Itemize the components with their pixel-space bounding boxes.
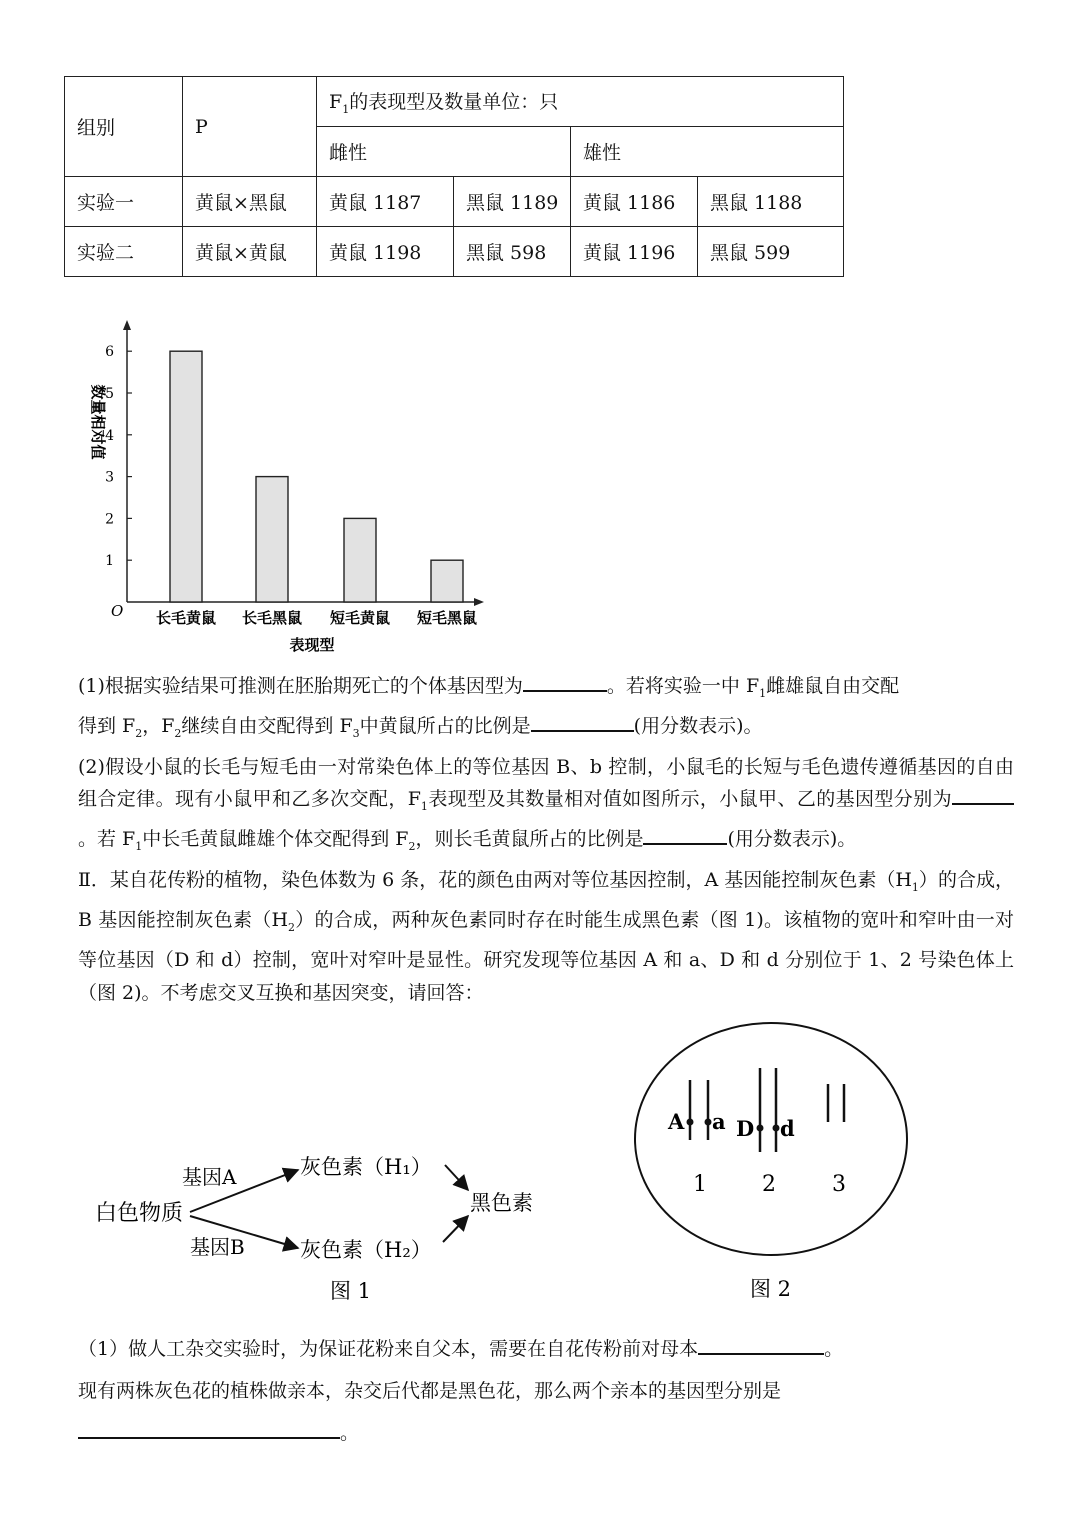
gene-locus xyxy=(773,1125,780,1132)
x-tick-label: 短毛黑鼠 xyxy=(416,609,478,627)
table-row: 实验一 黄鼠×黑鼠 黄鼠 1187 黑鼠 1189 黄鼠 1186 黑鼠 1188 xyxy=(65,177,844,227)
origin-label: O xyxy=(111,602,124,620)
arrow xyxy=(443,1216,468,1242)
chromosome-number-2: 2 xyxy=(762,1172,776,1197)
answer-blank[interactable] xyxy=(643,825,727,845)
bar xyxy=(170,351,202,602)
chromosome-number-3: 3 xyxy=(832,1172,846,1197)
answer-blank[interactable] xyxy=(698,1335,824,1355)
x-axis-label: 表现型 xyxy=(289,636,335,654)
answer-blank[interactable] xyxy=(531,712,634,732)
cell-outline xyxy=(635,1023,907,1255)
allele-d-upper: D xyxy=(736,1116,755,1141)
y-tick-label: 4 xyxy=(105,427,114,444)
gene-locus xyxy=(757,1125,764,1132)
y-tick-label: 3 xyxy=(105,469,114,486)
bar xyxy=(344,518,376,602)
black-pigment-label: 黑色素 xyxy=(470,1191,533,1215)
y-tick-label: 5 xyxy=(105,386,114,402)
gray-pigment-h1-label: 灰色素（H₁） xyxy=(300,1155,432,1179)
figure-1-caption: 图 1 xyxy=(330,1279,372,1303)
header-p: P xyxy=(183,77,317,177)
header-f1: $F_1$的表现型及数量单位：只 xyxy=(317,77,844,127)
figure-2-chromosome-diagram xyxy=(628,1010,918,1310)
answer-blank[interactable] xyxy=(952,785,1014,805)
gene-a-label: 基因A xyxy=(182,1165,237,1189)
figure-2-caption: 图 2 xyxy=(750,1277,792,1301)
allele-a-lower: a xyxy=(712,1109,726,1134)
gene-locus xyxy=(687,1119,694,1126)
allele-d-lower: d xyxy=(780,1116,795,1141)
answer-blank[interactable] xyxy=(523,672,607,692)
chromosome-number-1: 1 xyxy=(693,1172,707,1197)
gray-pigment-h2-label: 灰色素（H₂） xyxy=(300,1238,432,1262)
figure-1-pathway-diagram xyxy=(90,1140,560,1310)
y-tick-label: 1 xyxy=(105,553,114,570)
header-male: 雄性 xyxy=(571,127,844,177)
data-table xyxy=(64,76,844,277)
x-axis-arrow xyxy=(474,598,484,606)
x-tick-label: 短毛黄鼠 xyxy=(329,609,391,627)
arrow xyxy=(445,1165,468,1190)
x-tick-label: 长毛黄鼠 xyxy=(155,609,217,627)
bar xyxy=(256,477,288,602)
table-row: 实验二 黄鼠×黄鼠 黄鼠 1198 黑鼠 598 黄鼠 1196 黑鼠 599 xyxy=(65,227,844,277)
question-block-2: （1）做人工杂交实验时，为保证花粉来自父本，需要在自花传粉前对母本 。 现有两株灰色花的植株做亲本，杂交后代都是黑色花，那么两个亲本的基因型分别是 。 xyxy=(78,1328,1014,1454)
header-group: 组别 xyxy=(65,77,183,177)
white-substance-label: 白色物质 xyxy=(95,1201,184,1226)
x-tick-label: 长毛黑鼠 xyxy=(241,609,303,627)
y-axis-label: 数量相对值 xyxy=(89,384,107,460)
bar-chart xyxy=(70,318,500,658)
header-female: 雌性 xyxy=(317,127,571,177)
bar xyxy=(431,560,463,602)
y-axis-arrow xyxy=(123,320,131,330)
question-block-1: (1)根据实验结果可推测在胚胎期死亡的个体基因型为 。若将实验一中 $F_1$雌雄鼠自由交配 得到 $F_2$，$F_2$继续自由交配得到 $F_3$中黄鼠所占的比例是 (用分数表示)。 (2)假设小鼠的长毛与短毛由一对常染色体上的等位基因 B、b 控制，小鼠毛的长短与毛色遗传遵循基因的自由组合定律。现有小鼠甲和乙多次交配，$F_1$表现型及其数量相对值如图所示，小鼠甲、乙的基因型分别为。若 $F_1$中长毛黄鼠雌雄个体交配得到 $F_2$，则长毛黄鼠所占的比例是 (用分数表示)。 Ⅱ．某自花传粉的植物，染色体数为 6 条，花的颜色由两对等位基因控制，A 基因能控制灰色素$(H_1)$的合成，B 基因能控制灰色素$(H_2)$的合成，两种灰色素同时存在时能生成黑色素（图 1)。该植物的宽叶和窄叶由一对等位基因（D 和 d）控制，宽叶对窄叶是显性。研究发现等位基因 A 和 a、D 和 d 分别位于 1、2 号染色体上（图 2)。不考虑交叉互换和基因突变，请回答： xyxy=(78,670,1014,1009)
gene-locus xyxy=(705,1119,712,1126)
answer-blank[interactable] xyxy=(78,1419,340,1439)
allele-a-upper: A xyxy=(668,1109,685,1134)
y-tick-label: 2 xyxy=(105,511,114,528)
y-tick-label: 6 xyxy=(105,344,114,361)
gene-b-label: 基因B xyxy=(190,1235,245,1259)
